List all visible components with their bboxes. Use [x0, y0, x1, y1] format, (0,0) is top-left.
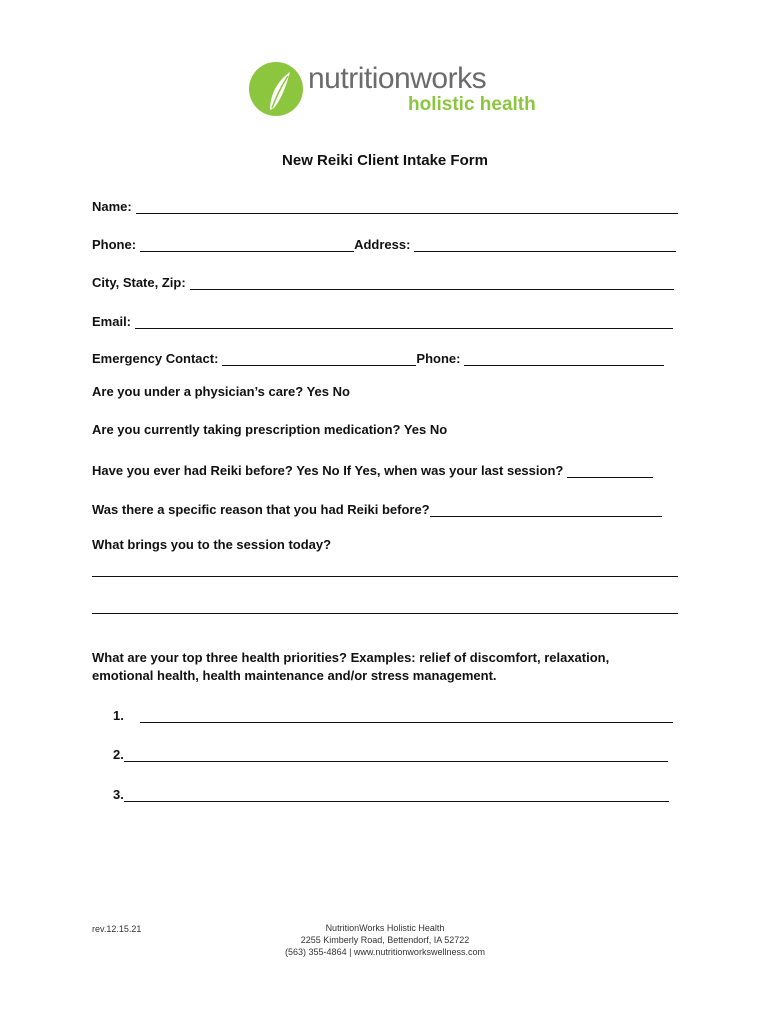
brings-question: What brings you to the session today?	[92, 537, 332, 552]
reason-row	[92, 499, 662, 517]
reason-field[interactable]	[430, 502, 662, 517]
email-row	[92, 311, 673, 329]
address-label: Address:	[354, 237, 411, 252]
nutritionworks-logo	[248, 58, 538, 120]
emergency-contact-label: Emergency Contact:	[92, 351, 219, 366]
priority-field-1[interactable]	[140, 708, 673, 723]
reiki-before-row	[92, 460, 653, 478]
email-label: Email:	[92, 314, 132, 329]
phone-address-row	[92, 234, 676, 252]
footer-company: NutritionWorks Holistic Health	[325, 923, 445, 933]
priority-item-3	[113, 784, 669, 802]
logo-tagline: holistic health	[408, 94, 536, 115]
emergency-phone-label: Phone:	[416, 351, 461, 366]
emergency-phone-field[interactable]	[464, 351, 664, 366]
emergency-row	[92, 348, 664, 366]
name-label: Name:	[92, 199, 132, 214]
phone-label: Phone:	[92, 237, 137, 252]
city-field[interactable]	[190, 275, 674, 290]
form-title: New Reiki Client Intake Form	[282, 152, 488, 169]
priority-number-3: 3.	[113, 787, 124, 802]
logo-wordmark: nutritionworks	[308, 62, 487, 95]
reiki-before-question: Have you ever had Reiki before? Yes No If Yes, when was your last session?	[92, 463, 564, 478]
revision-label: rev.12.15.21	[92, 924, 142, 934]
city-row	[92, 272, 674, 290]
priority-field-2[interactable]	[124, 747, 668, 762]
physician-question: Are you under a physician’s care? Yes No	[92, 384, 350, 399]
medication-question: Are you currently taking prescription medication? Yes No	[92, 422, 448, 437]
priorities-question-line-1: What are your top three health priorities? Examples: relief of discomfort, relaxation,	[92, 650, 610, 665]
city-label: City, State, Zip:	[92, 275, 186, 290]
brings-answer-line-1[interactable]	[92, 576, 678, 577]
email-field[interactable]	[135, 314, 673, 329]
address-field[interactable]	[414, 237, 676, 252]
name-row	[92, 196, 678, 214]
priority-field-3[interactable]	[124, 787, 669, 802]
priority-number-1: 1.	[113, 708, 124, 723]
footer-address	[0, 922, 770, 958]
priority-number-2: 2.	[113, 747, 124, 762]
phone-field[interactable]	[140, 237, 354, 252]
footer-street: 2255 Kimberly Road, Bettendorf, IA 52722	[300, 935, 470, 945]
emergency-contact-field[interactable]	[222, 351, 416, 366]
last-session-field[interactable]	[567, 463, 653, 478]
name-field[interactable]	[136, 199, 678, 214]
priority-item-1	[113, 705, 673, 723]
leaf-logo-icon	[248, 58, 304, 120]
footer-contact: (563) 355-4864 | www.nutritionworkswellness.com	[285, 947, 485, 957]
brings-answer-line-2[interactable]	[92, 613, 678, 614]
priority-item-2	[113, 744, 668, 762]
reason-question: Was there a specific reason that you had Reiki before?	[92, 502, 430, 517]
priorities-question-line-2: emotional health, health maintenance and/or stress management.	[92, 668, 497, 683]
